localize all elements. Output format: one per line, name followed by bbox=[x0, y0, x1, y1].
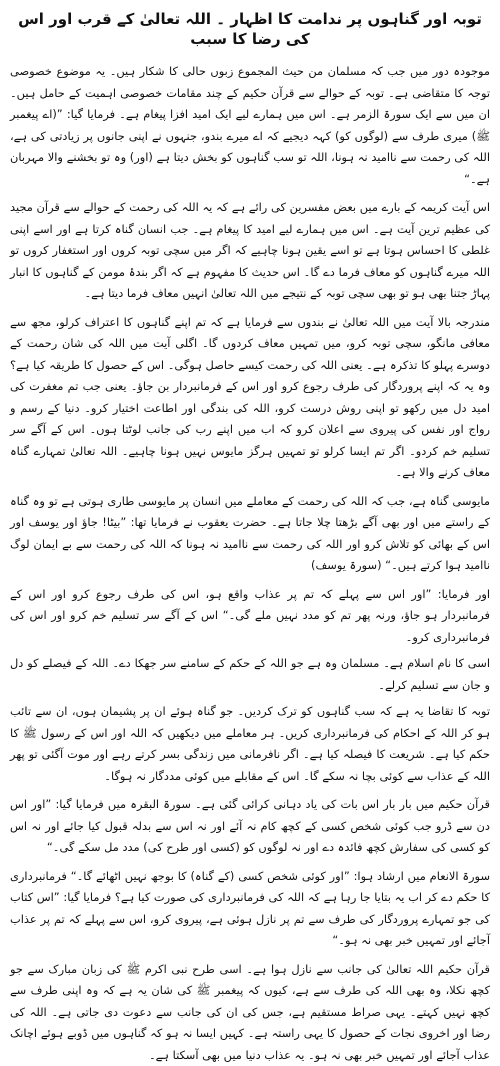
article-paragraph: قرآن حکیم میں بار بار اس بات کی یاد دہانی کرائی گئی ہے۔ سورۃ البقرہ میں فرمایا گیا: ”اور اس دن سے ڈرو جب کوئی شخص کسی کے کچھ کام نہ آئے اور نہ اس سے بدلہ قبول کیا جائے اور نہ اس کو کسی کی سفارش کچھ فائدہ دے اور نہ لوگوں کو (کسی اور طرح کی) مدد مل سکے گی۔“ bbox=[10, 794, 490, 859]
article-paragraph: توبہ کا تقاضا یہ ہے کہ سب گناہوں کو ترک کردیں۔ جو گناہ ہوئے ان پر پشیمان ہوں، ان سے تائب ہو کر اللہ کے احکام کی فرمانبرداری کریں۔ ہر معاملے میں دیکھیں کہ اللہ اور اس کے رسول ﷺ کا حکم کیا ہے۔ شریعت کا فیصلہ کیا ہے۔ اگر نافرمانی میں زندگی بسر کرتے رہے اور موت آگئی تو پھر اللہ کے عذاب سے کوئی بچا نہ سکے گا۔ اس کے مقابلے میں کوئی مددگار نہ ہوگا۔ bbox=[10, 701, 490, 787]
article-paragraph: سورۃ الانعام میں ارشاد ہوا: ”اور کوئی شخص کسی (کے گناہ) کا بوجھ نہیں اٹھائے گا۔“ فرمانبرداری کا حکم دے کر اب یہ بتایا جا رہا ہے کہ اللہ کی فرمانبرداری کی صورت کیا ہے؟ فرمایا گیا: ”اس کتاب کی جو تمہارے پروردگار کی طرف سے تم پر نازل ہوئی ہے، پیروی کرو، اس سے پہلے کہ تم پر عذاب آجائے اور تمہیں خبر بھی نہ ہو۔“ bbox=[10, 866, 490, 952]
article-paragraph: قرآن حکیم اللہ تعالیٰ کی جانب سے نازل ہوا ہے۔ اسی طرح نبی اکرم ﷺ کی زبان مبارک سے جو کچھ نکلا، وہ بھی اللہ کی طرف سے ہے، کیوں کہ پیغمبر ﷺ کی شان یہ ہے کہ وہ اپنی طرف سے کچھ نہیں کہتے۔ یہی صراط مستقیم ہے، جس کی ان کی جانب سے دعوت دی جاتی ہے۔ اللہ کی رضا اور اخروی نجات کے حصول کا یہی راستہ ہے۔ کہیں ایسا نہ ہو کہ گناہوں میں ڈوبے ہوئے اچانک عذاب آجائے اور تمہیں خبر بھی نہ ہو۔ یہ عذاب دنیا میں بھی آسکتا ہے۔ bbox=[10, 959, 490, 1066]
article-paragraph: اور فرمایا: ”اور اس سے پہلے کہ تم پر عذاب واقع ہو، اس کی طرف رجوع کرو اور اس کے فرمانبردار ہو جاؤ، ورنہ پھر تم کو مدد نہیں ملے گی۔“ اس کے آگے سر تسلیم خم کرو اور اس کی فرمانبرداری کرو۔ bbox=[10, 584, 490, 649]
article-paragraph: اس آیت کریمہ کے بارے میں بعض مفسرین کی رائے ہے کہ یہ اللہ کی رحمت کے حوالے سے قرآن مجید کی عظیم ترین آیت ہے۔ اس میں ہمارے لیے امید کا پیغام ہے۔ جب انسان گناہ کرتا ہے اور اسے اپنی غلطی کا احساس ہوتا ہے تو اسے یقین ہونا چاہیے کہ اگر میں سچی توبہ کروں اور استغفار کروں تو اللہ میرے گناہوں کو معاف فرما دے گا۔ اس حدیث کا مفہوم ہے کہ اگر بندۂ مومن کے گناہوں کا انبار پہاڑ جتنا بھی ہو تو بھی سچی توبہ کے نتیجے میں اللہ تعالیٰ انہیں معاف فرما دیتا ہے۔ bbox=[10, 197, 490, 305]
article-paragraph: اسی کا نام اسلام ہے۔ مسلمان وہ ہے جو اللہ کے حکم کے سامنے سر جھکا دے۔ اللہ کے فیصلے کو دل و جان سے تسلیم کرلے۔ bbox=[10, 653, 490, 696]
article-title: توبہ اور گناہوں پر ندامت کا اظہار ۔ اللہ تعالیٰ کے قرب اور اس کی رضا کا سبب bbox=[10, 10, 490, 49]
article-paragraph: مایوسی گناہ ہے، جب کہ اللہ کی رحمت کے معاملے میں انسان پر مایوسی طاری ہوتی ہے تو وہ گناہ کے راستے میں اور بھی آگے بڑھتا چلا جاتا ہے۔ حضرت یعقوب نے فرمایا تھا: ”بیٹا! جاؤ اور یوسف اور اس کے بھائی کو تلاش کرو اور اللہ کی رحمت سے ناامید نہ ہونا کہ اللہ کی رحمت سے بے ایمان لوگ ناامید ہوا کرتے ہیں۔“ (سورۃ یوسف) bbox=[10, 491, 490, 577]
article-paragraph: مندرجہ بالا آیت میں اللہ تعالیٰ نے بندوں سے فرمایا ہے کہ تم اپنے گناہوں کا اعتراف کرلو، مجھ سے معافی مانگو، سچی توبہ کرو، میں تمہیں معاف کردوں گا۔ اگلی آیت میں اللہ کی شان رحمت کے دوسرے پہلو کا تذکرہ ہے۔ یعنی اللہ کی رحمت کیسے حاصل ہوگی۔ اس کے حصول کا طریقہ کیا ہے؟ وہ یہ کہ اپنے پروردگار کی طرف رجوع کرو اور اس کے فرمانبردار بن جاؤ۔ یعنی جب تم مغفرت کی امید دل میں رکھو تو اپنی روش درست کرو، اللہ کی بندگی اور اطاعت اختیار کرو۔ دنیا کے رسم و رواج اور نفس کی پیروی سے اعلان کرو کہ اب میں اپنے رب کی جانب لوٹتا ہوں۔ اس کے آگے سر تسلیم خم کردو۔ اگر تم ایسا کرلو تو تمہیں ہرگز مایوس نہیں ہونا چاہیے۔ اللہ تعالیٰ تمہارے گناہ معاف کرنے والا ہے۔ bbox=[10, 312, 490, 484]
article-paragraph: موجودہ دور میں جب کہ مسلمان من حیث المجموع زبوں حالی کا شکار ہیں۔ یہ موضوع خصوصی توجہ کا متقاضی ہے۔ توبہ کے حوالے سے قرآن حکیم کے چند مقامات خصوصی اہمیت کے حامل ہیں۔ ان میں سے ایک سورۃ الزمر ہے۔ اس میں ہمارے لیے ایک امید افزا پیغام ہے۔ فرمایا گیا: ”(اے پیغمبر ﷺ) میری طرف سے (لوگوں کو) کہہ دیجیے کہ اے میرے بندو، جنہوں نے اپنی جانوں پر زیادتی کی ہے، اللہ کی رحمت سے ناامید نہ ہونا، اللہ تو سب گناہوں کو بخش دیتا ہے (اور) وہ تو بخشنے والا مہربان ہے۔“ bbox=[10, 61, 490, 190]
